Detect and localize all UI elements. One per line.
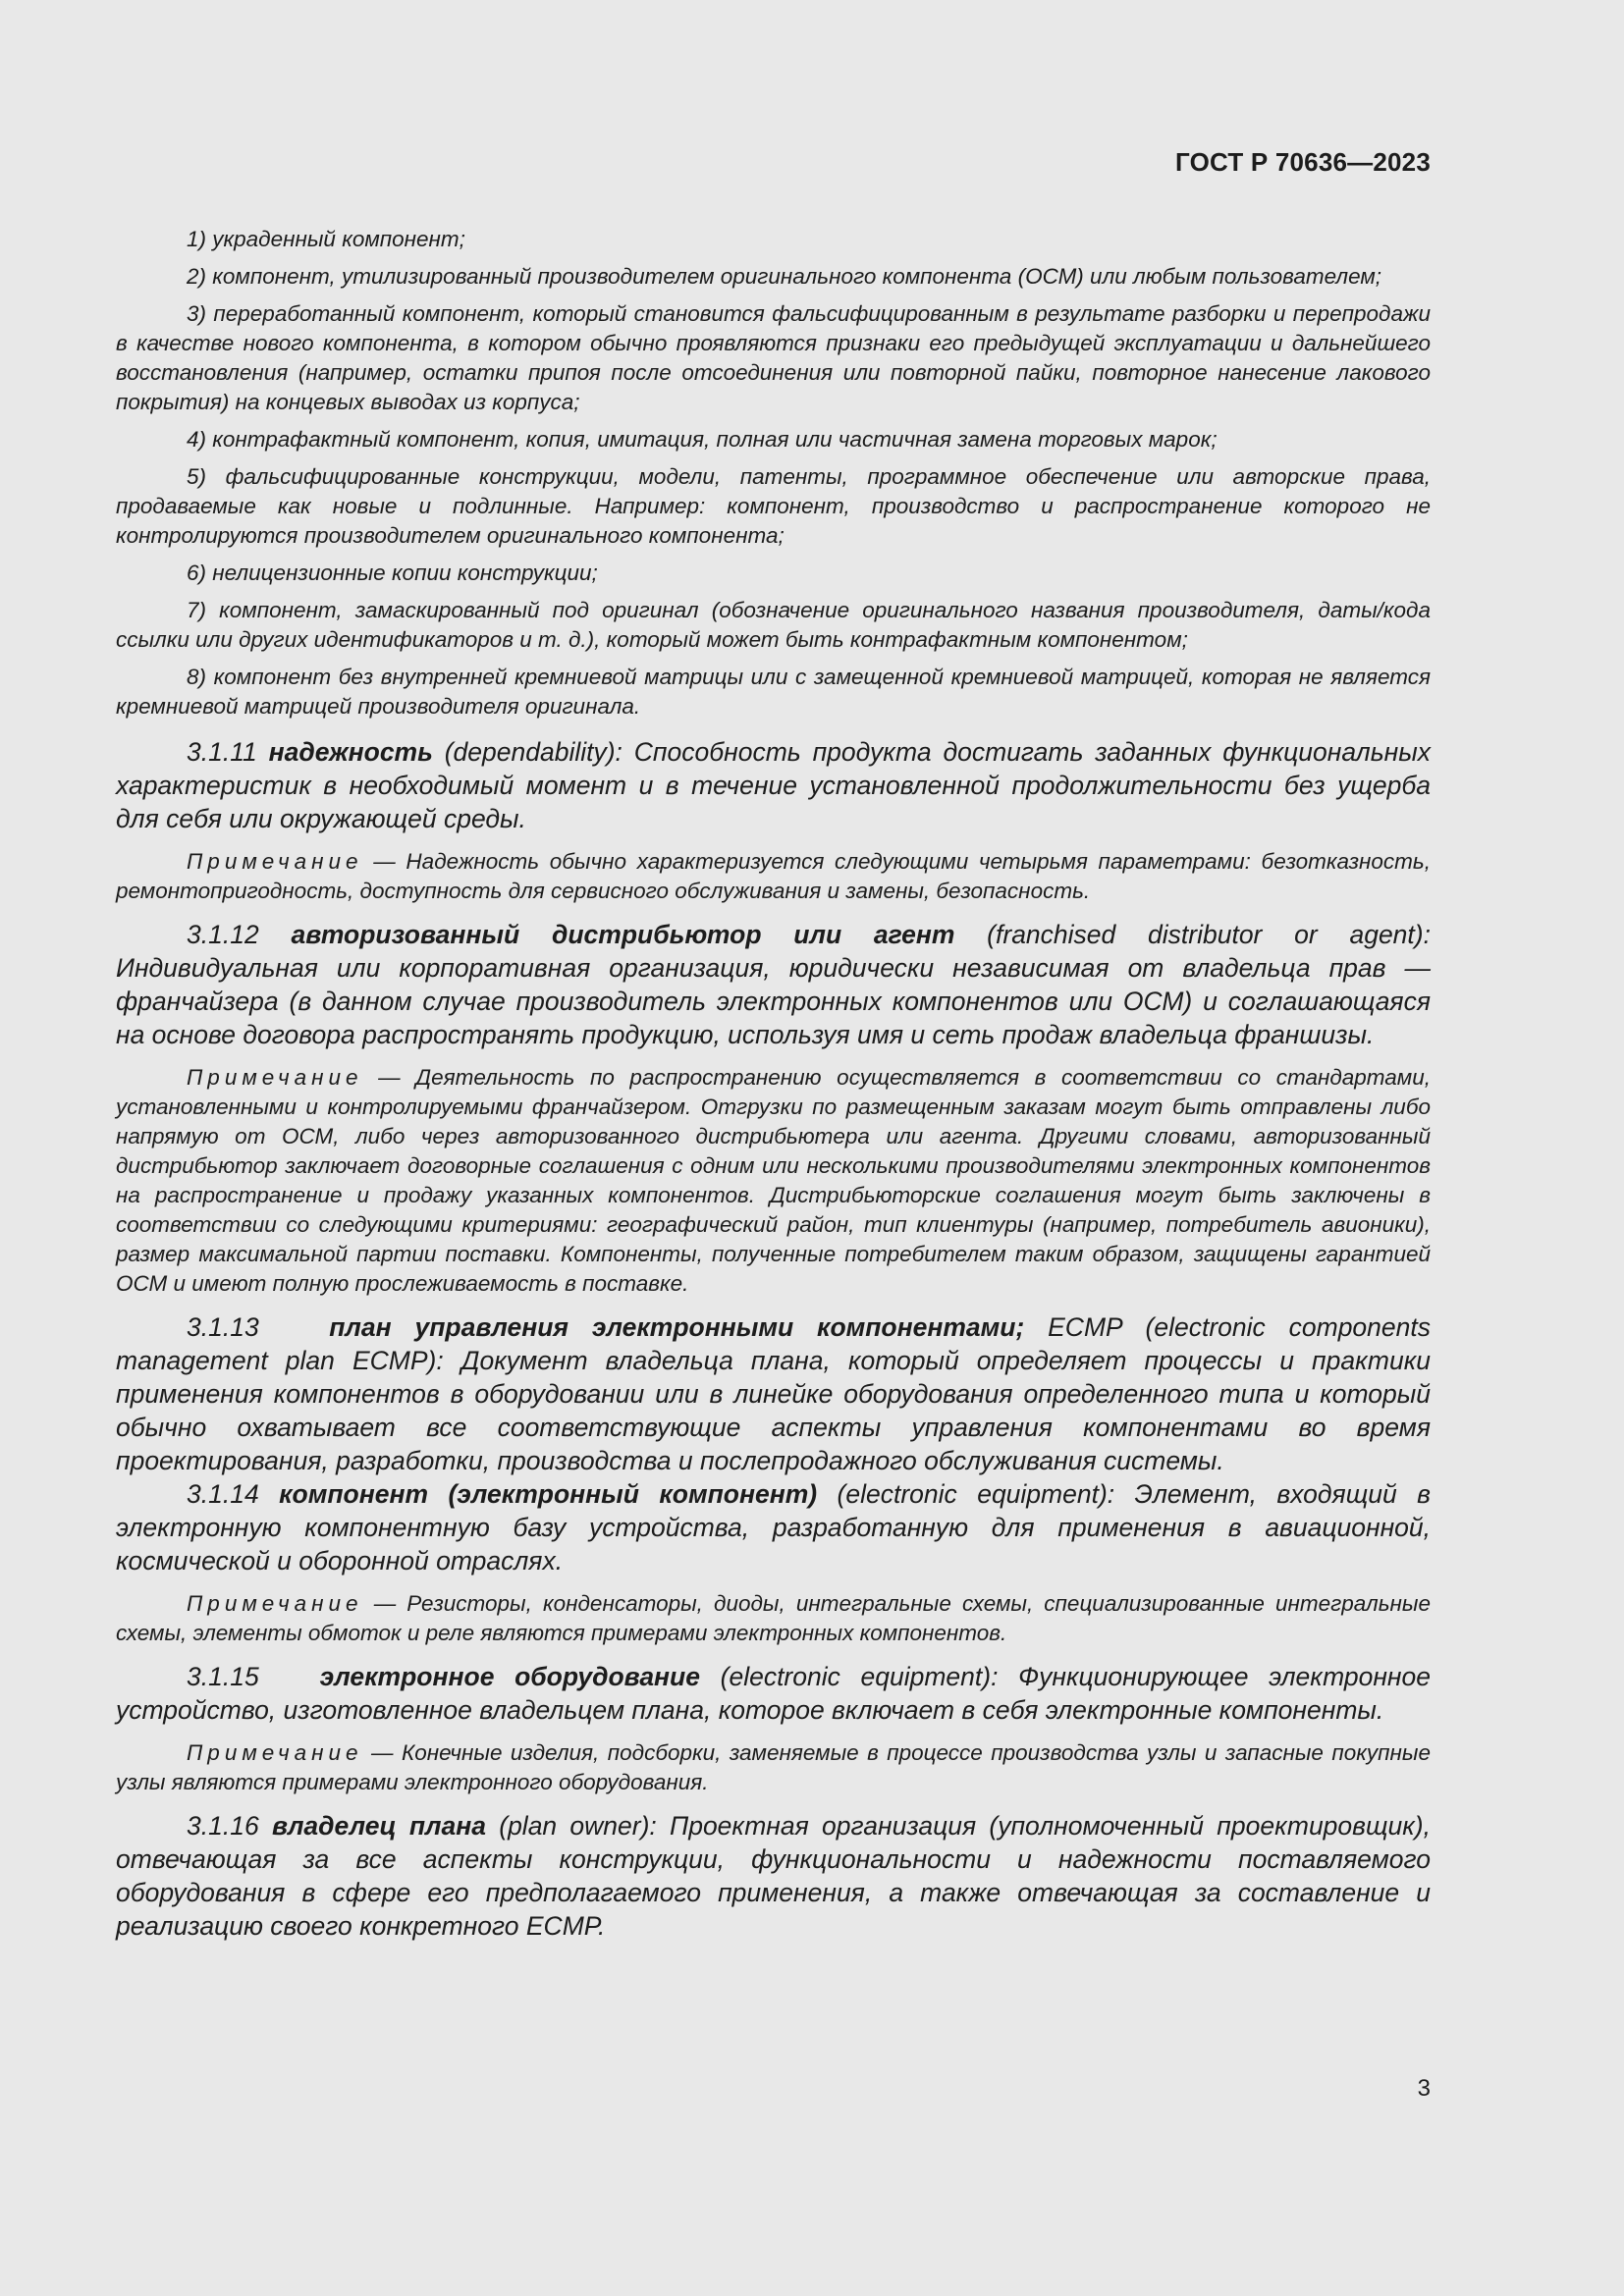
list-item: 1) украденный компонент; (187, 227, 465, 251)
term-name: электронное оборудование (319, 1662, 700, 1691)
term-number: 3.1.15 (187, 1662, 259, 1691)
list-item: 2) компонент, утилизированный производителем оригинального компонента (ОСМ) или любым пользователем; (187, 264, 1382, 289)
term-name: план управления электронными компонентами; (329, 1312, 1025, 1342)
term-number: 3.1.14 (187, 1479, 259, 1509)
term-3-1-12 (116, 918, 1431, 1051)
term-name: владелец плана (271, 1811, 486, 1841)
list-item: 4) контрафактный компонент, копия, имитация, полная или частичная замена торговых марок; (187, 427, 1218, 452)
list-item: 5) фальсифицированные конструкции, модели, патенты, программное обеспечение или авторские права, продаваемые как новые и подлинные. Например: компонент, производство и распространение которого не контролируются производителем оригинального компонента; (116, 464, 1431, 548)
term-3-1-11 (116, 735, 1431, 835)
term-number: 3.1.16 (187, 1811, 259, 1841)
term-definition: ECMP (electronic components management plan ECMP): Документ владельца плана, который определяет процессы и практики применения компонентов в оборудовании или в линейке оборудования определенного типа и который обычно охватывает все соответствующие аспекты управления компонентами во время проектирования, разработки, производства и послепродажного обслуживания системы. (116, 1312, 1432, 1475)
term-name: компонент (электронный компонент) (279, 1479, 818, 1509)
document-body (116, 225, 1431, 1954)
term-definition: (dependability): Способность продукта достигать заданных функциональных характеристик в необходимый момент и в течение установленной продолжительности без ущерба для себя или окружающей среды. (116, 737, 1431, 833)
note-text: — Деятельность по распространению осуществляется в соответствии со стандартами, установленными и контролируемыми франчайзером. Отгрузки по размещенным заказам могут быть отправлены либо напрямую от ОСМ, либо через авторизованного дистрибьютера или агента. Другими словами, авторизованный дистрибьютор заключает договорные соглашения с одним или несколькими производителями электронных компонентов на распространение и продажу указанных компонентов. Дистрибьюторские соглашения могут быть заключены в соответствии со следующими критериями: географический район, тип клиентуры (например, потребитель авионики), размер максимальной партии поставки. Компоненты, полученные потребителем таким образом, защищены гарантией ОСМ и имеют полную прослеживаемость в поставке. (116, 1065, 1431, 1296)
term-number: 3.1.11 (187, 737, 257, 767)
note-3-1-11 (116, 847, 1431, 906)
term-3-1-14 (116, 1477, 1431, 1577)
list-item: 7) компонент, замаскированный под оригинал (обозначение оригинального названия производителя, даты/кода ссылки или других идентификаторов и т. д.), который может быть контрафактным компонентом; (116, 598, 1431, 652)
term-definition: (electronic equipment): Элемент, входящий в электронную компонентную базу устройства, разработанную для применения в авиационной, космической и оборонной отраслях. (116, 1479, 1431, 1575)
term-name: надежность (268, 737, 433, 767)
document-code: ГОСТ Р 70636—2023 (1175, 147, 1431, 177)
term-3-1-15 (116, 1660, 1431, 1727)
list-item: 3) переработанный компонент, который становится фальсифицированным в результате разборки и перепродажи в качестве нового компонента, в котором обычно проявляются признаки его предыдущей эксплуатации и дальнейшего восстановления (например, остатки припоя после отсоединения или повторной пайки, повторное нанесение лакового покрытия) на концевых выводах из корпуса; (116, 301, 1431, 414)
note-text: — Резисторы, конденсаторы, диоды, интегральные схемы, специализированные интегральные схемы, элементы обмоток и реле являются примерами электронных компонентов. (116, 1591, 1431, 1645)
list-item: 8) компонент без внутренней кремниевой матрицы или с замещенной кремниевой матрицей, которая не является кремниевой матрицей производителя оригинала. (116, 665, 1431, 719)
note-text: — Надежность обычно характеризуется следующими четырьмя параметрами: безотказность, ремонтопригодность, доступность для сервисного обслуживания и замены, безопасность. (116, 849, 1431, 903)
note-label: Примечание (187, 1065, 363, 1090)
term-number: 3.1.12 (187, 920, 259, 949)
note-label: Примечание (187, 1740, 363, 1765)
list-item: 6) нелицензионные копии конструкции; (187, 561, 598, 585)
term-name: авторизованный дистрибьютор или агент (291, 920, 955, 949)
term-number: 3.1.13 (187, 1312, 259, 1342)
note-3-1-12 (116, 1063, 1431, 1299)
note-3-1-15 (116, 1738, 1431, 1797)
term-3-1-16 (116, 1809, 1431, 1943)
term-3-1-13 (116, 1310, 1431, 1477)
term-definition: (franchised distributor or agent): Индивидуальная или корпоративная организация, юридически независимая от владельца прав — франчайзера (в данном случае производитель электронных компонентов или ОСМ) и соглашающаяся на основе договора распространять продукцию, используя имя и сеть продаж владельца франшизы. (116, 920, 1431, 1049)
note-text: — Конечные изделия, подсборки, заменяемые в процессе производства узлы и запасные покупные узлы являются примерами электронного оборудования. (116, 1740, 1431, 1794)
note-label: Примечание (187, 849, 363, 874)
term-definition: (plan owner): Проектная организация (уполномоченный проектировщик), отвечающая за все аспекты конструкции, функциональности и надежности поставляемого оборудования в сфере его предполагаемого применения, а также отвечающая за составление и реализацию своего конкретного ECMP. (116, 1811, 1431, 1941)
page-number: 3 (1417, 2075, 1431, 2102)
term-definition: (electronic equipment): Функционирующее электронное устройство, изготовленное владельцем плана, которое включает в себя электронные компоненты. (116, 1662, 1431, 1725)
note-label: Примечание (187, 1591, 363, 1616)
note-3-1-14 (116, 1589, 1431, 1648)
